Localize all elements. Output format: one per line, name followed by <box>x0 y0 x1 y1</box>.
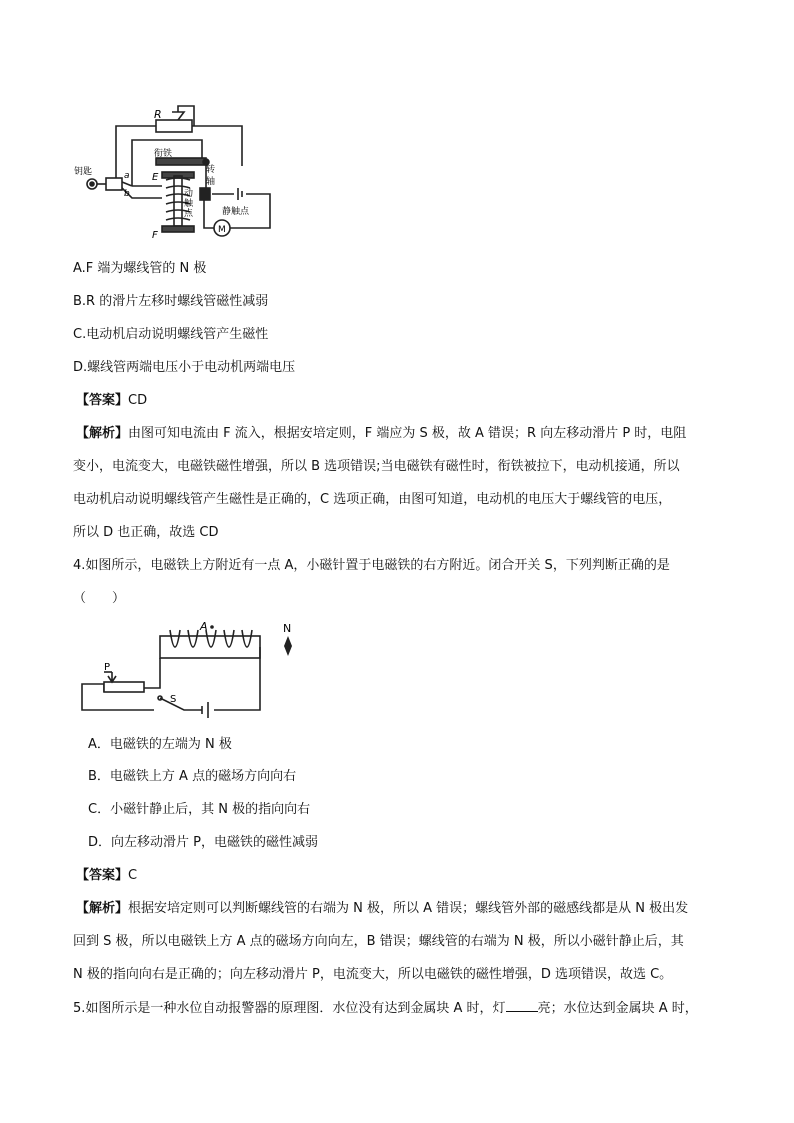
label-b: b <box>124 189 130 199</box>
q3-answer <box>76 392 147 410</box>
label-a: a <box>124 171 130 181</box>
q4-answer <box>76 867 137 885</box>
analysis-tag: 【解析】 <box>76 426 129 441</box>
label-pivot1: 转 <box>206 165 216 175</box>
q5-stem-part-b: 亮；水位达到金属块 A 时， <box>537 1001 698 1016</box>
q4-option-c: C．小磁针静止后，其 N 极的指向向右 <box>88 802 311 817</box>
slider-p <box>108 672 116 682</box>
resistor-r <box>156 120 192 132</box>
label-key: 钥匙 <box>74 167 93 177</box>
label-p: P <box>104 662 111 673</box>
q4-option-b: B．电磁铁上方 A 点的磁场方向向右 <box>88 769 297 784</box>
q4-analysis-line-1 <box>76 900 688 918</box>
q5-stem <box>73 999 698 1018</box>
q3-option-a: A.F 端为螺线管的 N 极 <box>73 261 207 276</box>
q3-option-b: B.R 的滑片左移时螺线管磁性减弱 <box>73 294 269 309</box>
fill-in-blank <box>506 999 538 1012</box>
label-motor: M <box>218 225 226 235</box>
label-moving1: 动 <box>184 189 194 199</box>
q3-option-c: C.电动机启动说明螺线管产生磁性 <box>73 327 269 342</box>
analysis-text: 根据安培定则可以判断螺线管的右端为 N 极，所以 A 错误；螺线管外部的磁感线都是从 N 极出发 <box>128 901 689 916</box>
label-armature: 衔铁 <box>154 149 173 159</box>
label-moving3: 点 <box>184 209 194 219</box>
moving-contact <box>200 188 210 200</box>
compass-n-label: N <box>283 622 292 635</box>
answer-value: C <box>128 868 138 883</box>
q3-analysis-line-2: 变小，电流变大，电磁铁磁性增强，所以 B 选项错误;当电磁铁有磁性时，衔铁被拉下，电动机接通，所以 <box>73 459 680 474</box>
q3-analysis-line-1 <box>76 425 686 443</box>
key-switch <box>106 178 122 190</box>
q4-analysis-line-3: N 极的指向向右是正确的；向左移动滑片 P，电流变大，所以电磁铁的磁性增强，D 选项错误，故选 C。 <box>73 967 673 982</box>
relay-circuit-figure <box>74 100 274 246</box>
q3-analysis-line-3: 电动机启动说明螺线管产生磁性是正确的，C 选项正确，由图可知道，电动机的电压大于螺线管的电压， <box>73 492 672 507</box>
label-f: F <box>152 230 158 241</box>
point-a <box>210 625 214 629</box>
label-a-point: A <box>200 620 208 633</box>
answer-tag: 【答案】 <box>76 393 129 408</box>
label-static: 静触点 <box>222 207 250 217</box>
rheostat <box>104 682 144 692</box>
q5-stem-part-a: 5.如图所示是一种水位自动报警器的原理图．水位没有达到金属块 A 时，灯 <box>73 1001 506 1016</box>
q4-paren: （ ） <box>73 591 126 606</box>
label-s: S <box>170 694 177 705</box>
label-pivot2: 轴 <box>206 177 216 187</box>
label-moving2: 触 <box>184 199 194 209</box>
q4-analysis-line-2: 回到 S 极，所以电磁铁上方 A 点的磁场方向向左，B 错误；螺线管的右端为 N 极，所以小磁针静止后，其 <box>73 934 684 949</box>
q3-option-d: D.螺线管两端电压小于电动机两端电压 <box>73 360 296 375</box>
q4-option-d: D．向左移动滑片 P，电磁铁的磁性减弱 <box>88 835 318 850</box>
analysis-text: 由图可知电流由 F 流入，根据安培定则，F 端应为 S 极，故 A 错误；R 向左移动滑片 P 时，电阻 <box>128 426 687 441</box>
electromagnet-circuit-figure <box>74 618 314 722</box>
answer-tag: 【答案】 <box>76 868 129 883</box>
q4-stem: 4.如图所示，电磁铁上方附近有一点 A，小磁针置于电磁铁的右方附近。闭合开关 S，下列判断正确的是 <box>73 558 670 573</box>
analysis-tag: 【解析】 <box>76 901 129 916</box>
answer-value: CD <box>128 393 148 408</box>
armature <box>156 158 206 165</box>
label-r: R <box>154 108 162 121</box>
q3-analysis-line-4: 所以 D 也正确，故选 CD <box>73 525 219 540</box>
rheostat-slider <box>172 112 184 120</box>
solenoid-coil <box>170 630 252 647</box>
label-e: E <box>152 172 159 183</box>
q4-option-a: A．电磁铁的左端为 N 极 <box>88 737 232 752</box>
compass-needle <box>284 636 292 656</box>
